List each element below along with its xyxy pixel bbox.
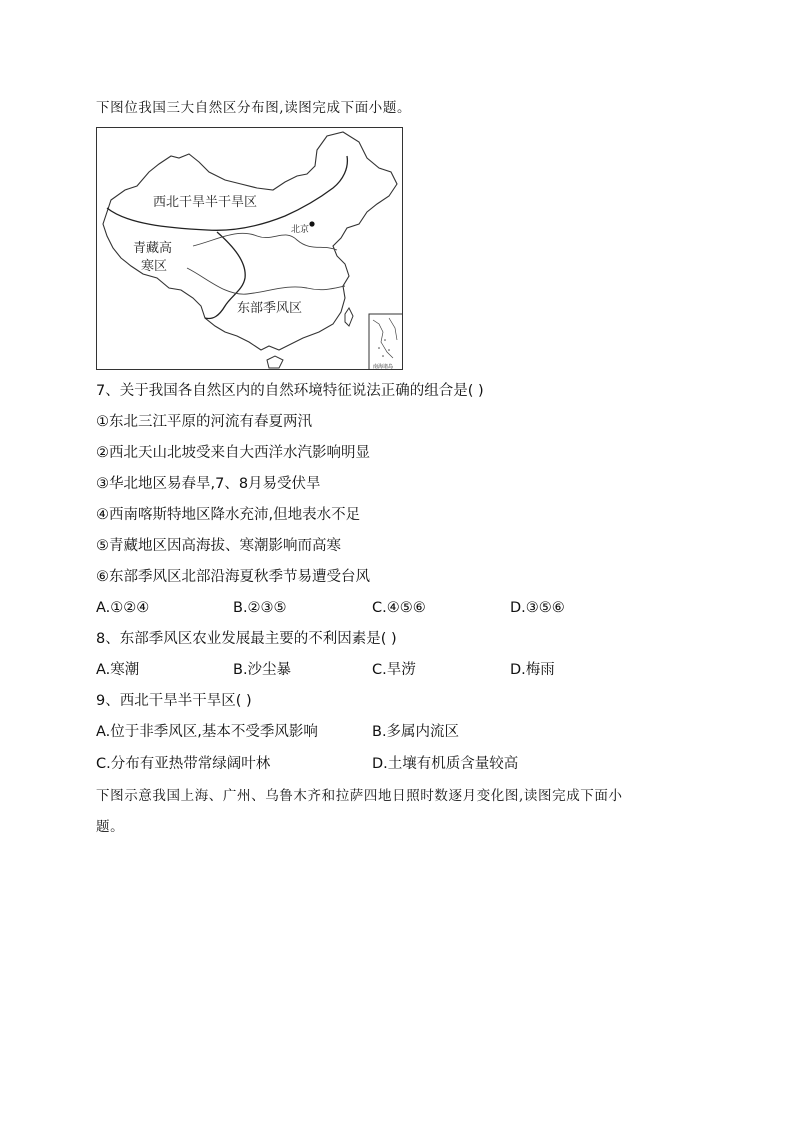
label-tibet-1: 青藏高 [133,241,173,256]
q9-option-d: D.土壤有机质含量较高 [372,756,519,772]
label-beijing: 北京 [291,225,310,235]
label-northwest: 西北干旱半干旱区 [153,195,258,210]
q7-item-6: ⑥东部季风区北部沿海夏秋季节易遭受台风 [96,569,370,585]
q7-option-b: B.②③⑤ [233,600,287,616]
china-natural-regions-map [96,127,403,370]
q7-item-5: ⑤青藏地区因高海拔、寒潮影响而高寒 [96,538,341,554]
q7-item-2: ②西北天山北坡受来自大西洋水汽影响明显 [96,445,370,461]
q7-option-c: C.④⑤⑥ [372,600,426,616]
q9-option-a: A.位于非季风区,基本不受季风影响 [96,724,318,740]
south-china-sea-inset [369,314,403,370]
label-east: 东部季风区 [237,301,303,316]
river-yellow [193,233,337,250]
intro-text-2-line1: 下图示意我国上海、广州、乌鲁木齐和拉萨四地日照时数逐月变化图,读图完成下面小 [96,788,623,804]
q7-item-4: ④西南喀斯特地区降水充沛,但地表水不足 [96,507,361,523]
q9-option-b: B.多属内流区 [372,724,460,740]
q8-option-a: A.寒潮 [96,662,140,678]
river-yangtze [187,268,345,294]
intro-text-1: 下图位我国三大自然区分布图,读图完成下面小题。 [96,100,412,116]
q7-stem: 7、关于我国各自然区内的自然环境特征说法正确的组合是( ) [96,383,484,399]
map-drawing [97,128,403,370]
q9-stem: 9、西北干旱半干旱区( ) [96,693,252,709]
q7-item-1: ①东北三江平原的河流有春夏两汛 [96,414,312,430]
label-inset: 南海诸岛 [373,364,394,370]
taiwan-island [345,308,353,326]
q7-option-d: D.③⑤⑥ [510,600,565,616]
q9-option-c: C.分布有亚热带常绿阔叶林 [96,756,271,772]
boundary-northwest [107,156,347,230]
q8-option-c: C.旱涝 [372,662,416,678]
q7-option-a: A.①②④ [96,600,150,616]
q8-stem: 8、东部季风区农业发展最主要的不利因素是( ) [96,631,397,647]
label-tibet-2: 寒区 [141,259,168,274]
q8-option-d: D.梅雨 [510,662,555,678]
beijing-marker [309,221,314,226]
intro-text-2-line2: 题。 [96,819,125,835]
hainan-island [267,356,283,368]
q8-option-b: B.沙尘暴 [233,662,292,678]
q7-item-3: ③华北地区易春旱,7、8月易受伏旱 [96,476,321,492]
